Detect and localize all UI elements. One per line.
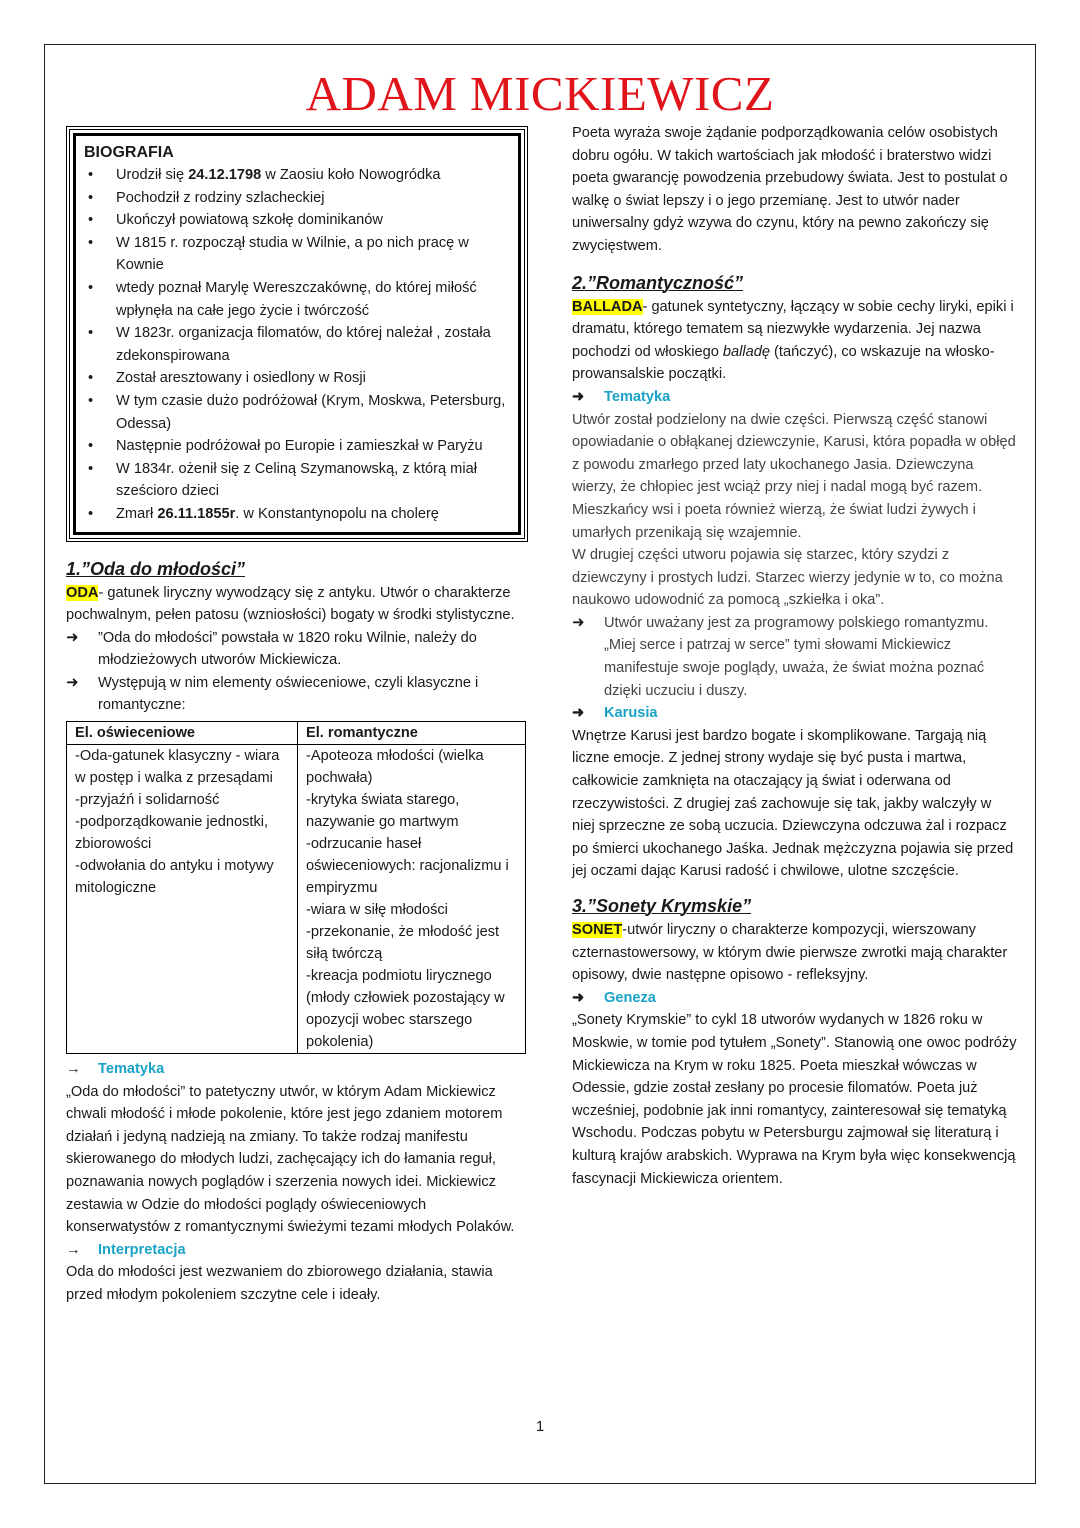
continuation-text: Poeta wyraża swoje żądanie podporządkowania celów osobistych dobru ogółu. W takich wartościach jak młodość i braterstwo widzi poeta gwarancję powodzenia przebudowy świata. Jest to postulat o walkę o świat lepszy i o jego przemianę. Jest to utwór nader uniwersalny gdyż wzywa do czynu, który na pewno zakończy się zwycięstwem. — [572, 125, 1008, 254]
geneza-heading: ➜ Geneza — [572, 987, 1018, 1010]
arrow-icon: ➜ — [66, 628, 79, 646]
romantycznosc-tematyka-text-2: W drugiej części utworu pojawia się starzec, który szydzi z dziewczyny i prostych ludzi. Starzec wierzy jedynie w to, co można naukowo udowodnić za pomocą „szkiełka i oka”. — [572, 547, 1003, 609]
biography-item: • Następnie podróżował po Europie i zamieszkał w Paryżu — [116, 435, 510, 458]
elements-table — [66, 721, 526, 1054]
biography-box — [66, 126, 528, 542]
oda-definition: ODA- gatunek liryczny wywodzący się z antyku. Utwór o charakterze pochwalnym, pełen patosu (wzniosłości) bogaty w środki stylistyczne. — [66, 584, 515, 624]
biography-heading: BIOGRAFIA — [84, 144, 174, 161]
sonet-term: SONET — [572, 922, 623, 938]
arrow-icon: ➜ — [572, 705, 585, 722]
sonety-heading: 3.”Sonety Krymskie” — [572, 896, 752, 916]
biography-item: • W tym czasie dużo podróżował (Krym, Moskwa, Petersburg, Odessa) — [116, 390, 510, 435]
arrow-icon: ➜ — [66, 673, 79, 691]
oda-term: ODA — [66, 584, 99, 601]
biography-list — [84, 164, 510, 526]
arrow-icon: → — [66, 1241, 81, 1258]
oda-interpretacja-text: Oda do młodości jest wezwaniem do zbiorowego działania, stawia przed młodym pokoleniem szczytne cele i ideały. — [66, 1264, 493, 1303]
biography-item: • W 1815 r. rozpoczął studia w Wilnie, a po nich pracę w Kownie — [116, 232, 510, 277]
romantycznosc-tematyka-heading: ➜ Tematyka — [572, 386, 1018, 409]
arrow-icon: → — [66, 1061, 81, 1078]
arrow-icon: ➜ — [572, 613, 585, 631]
ballada-definition: BALLADA- gatunek syntetyczny, łączący w sobie cechy liryki, epiki i dramatu, którego tematem są niezwykłe wydarzenia. Jej nazwa pochodzi od włoskiego balladę (tańczyć), co wskazuje na włosko-prowansalskie początki. — [572, 298, 1014, 383]
biography-item: • Ukończył powiatową szkołę dominikanów — [116, 209, 510, 232]
biography-item: • W 1834r. ożenił się z Celiną Szymanowską, z którą miał sześcioro dzieci — [116, 458, 510, 503]
oda-interpretacja-heading: → Interpretacja — [66, 1239, 528, 1262]
biography-item: • Pochodził z rodziny szlacheckiej — [116, 187, 510, 210]
page-number: 1 — [535, 1418, 545, 1435]
oda-heading: 1.”Oda do młodości” — [66, 558, 246, 579]
table-cell-left: -Oda-gatunek klasyczny - wiara w postęp i walka z przesądami -przyjaźń i solidarność -podporządkowanie jednostki, zbiorowości -odwołania do antyku i motywy mitologiczne — [67, 745, 298, 1054]
programme-bullet: ➜ Utwór uważany jest za programowy polskiego romantyzmu. „Miej serce i patrzaj w serce” tymi słowami Mickiewicz manifestuje swoje poglądy, uważa, że świat można poznać dzięki uczuciu i duszy. — [572, 612, 1018, 702]
left-column — [66, 126, 528, 1307]
right-column — [572, 122, 1018, 1190]
karusia-heading: ➜ Karusia — [572, 702, 1018, 725]
biography-item: • wtedy poznał Marylę Wereszczakównę, do której miłość wpłynęła na całe jego życie i twórczość — [116, 277, 510, 322]
oda-tematyka-heading: → Tematyka — [66, 1058, 528, 1081]
table-cell-right: -Apoteoza młodości (wielka pochwała) -krytyka świata starego, nazywanie go martwym -odrzucanie haseł oświeceniowych: racjonalizmu i empiryzmu -wiara w siłę młodości -przekonanie, że młodość jest siłą twórczą -kreacja podmiotu lirycznego (młody człowiek pozostający w opozycji wobec starszego pokolenia) — [298, 745, 526, 1054]
arrow-icon: ➜ — [572, 388, 585, 405]
oda-bullet: ➜ ”Oda do młodości” powstała w 1820 roku Wilnie, należy do młodzieżowych utworów Mickiewicza. — [66, 627, 528, 672]
oda-tematyka-text: „Oda do młodości” to patetyczny utwór, w którym Adam Mickiewicz chwali młodość i młode pokolenie, które jest jego zdaniem motorem działań i jedyną nadzieją na zmiany. To także rodzaj manifestu skierowanego do młodych ludzi, zachęcający ich do łamania reguł, poznawania nowych poglądów i szerzenia nowych idei. Mickiewicz zestawia w Odzie do młodości poglądy oświeceniowych konserwatystów z romantycznymi świeżymi tezami młodych Polaków. — [66, 1083, 515, 1236]
ballada-term: BALLADA — [572, 298, 643, 315]
geneza-text: „Sonety Krymskie” to cykl 18 utworów wydanych w 1826 roku w Moskwie, w tomie pod tytułem „Sonety”. Stanowią one owoc podróży Mickiewicza na Krym w roku 1825. Poeta mieszkał wówczas w Odessie, gdzie został zesłany po procesie filomatów. Poeta już wcześniej, podobnie jak inni romantycy, zainteresował się tematyką Wschodu. Podczas pobytu w Petersburgu zajmował się literaturą i kulturą krajów arabskich. Wyprawa na Krym była więc konsekwencją fascynacji Mickiewicza orientem. — [572, 1012, 1017, 1187]
sonet-definition: SONET-utwór liryczny o charakterze kompozycji, wierszowany czternastowersowy, w którym dwie pierwsze zwrotki mają charakter opisowy, dwie następne opisowo - refleksyjny. — [572, 922, 1008, 984]
biography-item: • Urodził się 24.12.1798 w Zaosiu koło Nowogródka — [116, 164, 510, 187]
page-title: ADAM MICKIEWICZ — [305, 66, 775, 121]
biography-item: • Zmarł 26.11.1855r. w Konstantynopolu na cholerę — [116, 503, 510, 526]
table-header: El. oświeceniowe — [67, 722, 298, 745]
oda-bullet: ➜ Występują w nim elementy oświeceniowe, czyli klasyczne i romantyczne: — [66, 672, 528, 717]
biography-item: • Został aresztowany i osiedlony w Rosji — [116, 367, 510, 390]
arrow-icon: ➜ — [572, 989, 585, 1006]
romantycznosc-heading: 2.”Romantyczność” — [572, 272, 744, 293]
karusia-text: Wnętrze Karusi jest bardzo bogate i skomplikowane. Targają nią liczne emocje. Z jednej strony wydaje się być pusta i martwa, całkowicie zamknięta na otaczający ją świat i oderwana od rzeczywistości. Z drugiej zaś zachowuje się tak, jakby walczyły w niej sprzeczne ze sobą uczucia. Dziewczyna odczuwa żal i rozpacz po śmierci ukochanego Jaśka. Jednak mężczyzna pojawia się przed jej oczami dając Karusi radość i chwilowe, ulotne szczęście. — [572, 727, 1014, 880]
table-header: El. romantyczne — [298, 722, 526, 745]
romantycznosc-tematyka-text: Utwór został podzielony na dwie części. Pierwszą część stanowi opowiadanie o obłąkanej dziewczynie, Karusi, która popadła w obłęd z powodu zmarłego przed laty ukochanego Jasia. Dziewczyna wierzy, że chłopiec jest wciąż przy niej i nadal mogą być razem. Mieszkańcy wsi i poeta również wierzą, że świat ludzi żywych i umarłych przenikają się wzajemnie. — [572, 411, 1016, 541]
biography-item: • W 1823r. organizacja filomatów, do której należał , została zdekonspirowana — [116, 322, 510, 367]
